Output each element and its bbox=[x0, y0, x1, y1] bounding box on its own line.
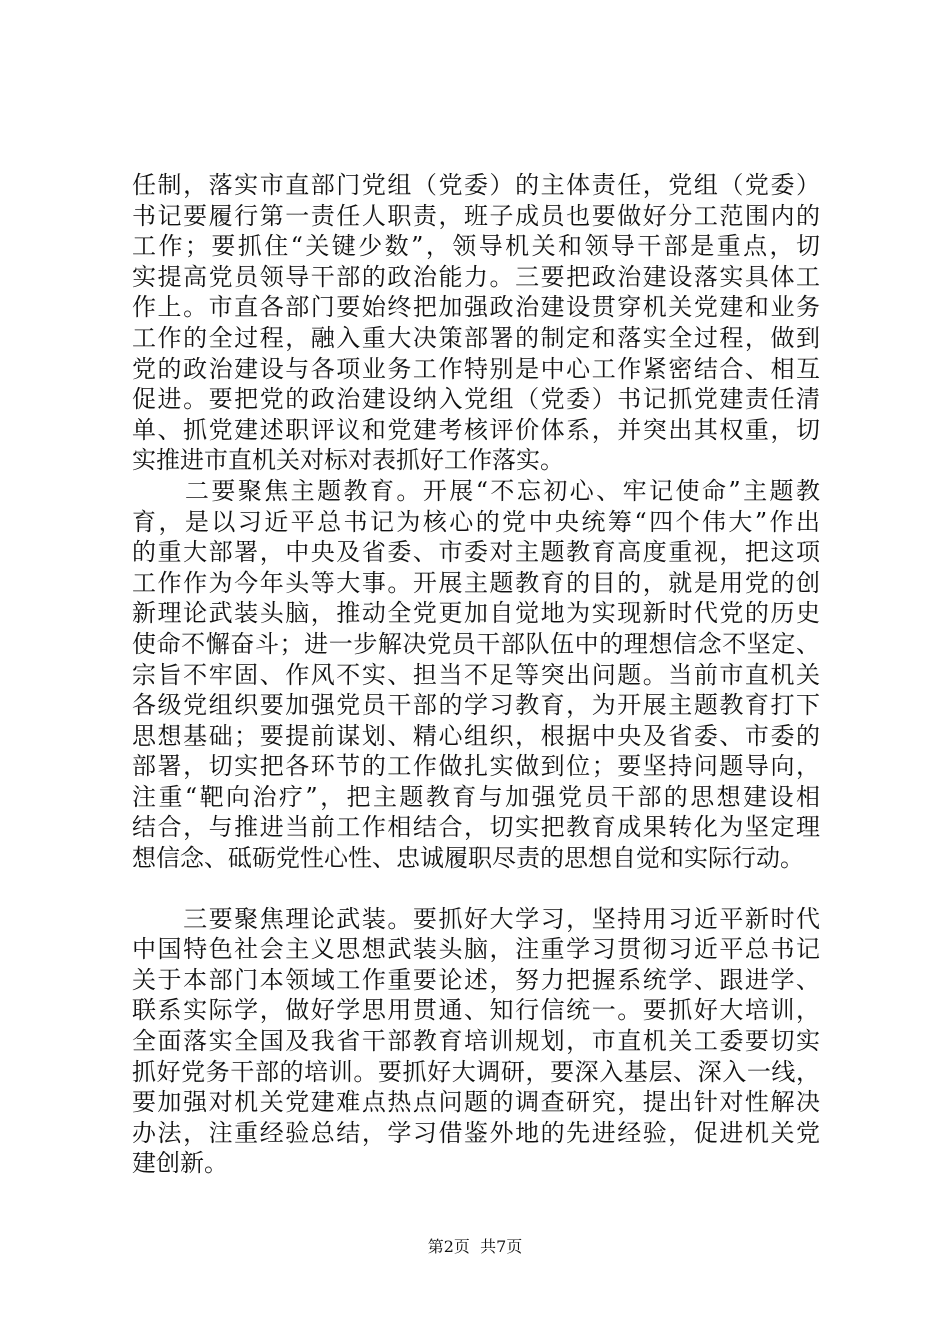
text-line: 关于本部门本领域工作重要论述，努力把握系统学、跟进学、 bbox=[132, 965, 820, 994]
text-line: 任制，落实市直部门党组（党委）的主体责任，党组（党委） bbox=[132, 171, 820, 199]
text-line: 要加强对机关党建难点热点问题的调查研究，提出针对性解决 bbox=[132, 1088, 820, 1117]
text-line: 部署，切实把各环节的工作做扎实做到位；要坚持问题导向， bbox=[132, 752, 820, 781]
text-line: 办法，注重经验总结，学习借鉴外地的先进经验，促进机关党 bbox=[132, 1118, 820, 1147]
text-line: 党的政治建设与各项业务工作特别是中心工作紧密结合、相互 bbox=[132, 354, 820, 383]
text-line: 联系实际学，做好学思用贯通、知行信统一。要抓好大培训， bbox=[132, 996, 820, 1025]
text-line: 育，是以习近平总书记为核心的党中央统筹“四个伟大”作出 bbox=[132, 507, 820, 536]
text-line: 注重“靶向治疗”，把主题教育与加强党员干部的思想建设相 bbox=[132, 782, 820, 811]
text-line: 实推进市直机关对标对表抓好工作落实。 bbox=[132, 446, 564, 475]
text-line: 工作的全过程，融入重大决策部署的制定和落实全过程，做到 bbox=[132, 323, 820, 352]
page-footer bbox=[0, 1237, 950, 1257]
text-line: 思想基础；要提前谋划、精心组织，根据中央及省委、市委的 bbox=[132, 721, 820, 750]
text-line: 宗旨不牢固、作风不实、担当不足等突出问题。当前市直机关 bbox=[132, 660, 820, 689]
text-line: 工作作为今年头等大事。开展主题教育的目的，就是用党的创 bbox=[132, 568, 820, 597]
text-line: 建创新。 bbox=[132, 1149, 228, 1178]
page-number-label: 第2页 共7页 bbox=[427, 1237, 523, 1256]
paragraph-theory-armament bbox=[132, 904, 820, 1179]
text-line: 抓好党务干部的培训。要抓好大调研，要深入基层、深入一线， bbox=[132, 1057, 820, 1086]
text-line: 的重大部署，中央及省委、市委对主题教育高度重视，把这项 bbox=[132, 538, 820, 567]
text-line: 工作；要抓住“关键少数”，领导机关和领导干部是重点，切 bbox=[132, 232, 820, 261]
text-line: 使命不懈奋斗；进一步解决党员干部队伍中的理想信念不坚定、 bbox=[132, 629, 820, 658]
text-line: 结合，与推进当前工作相结合，切实把教育成果转化为坚定理 bbox=[132, 813, 820, 842]
paragraph-political-building bbox=[132, 170, 820, 476]
text-line: 促进。要把党的政治建设纳入党组（党委）书记抓党建责任清 bbox=[132, 385, 820, 414]
text-line: 书记要履行第一责任人职责，班子成员也要做好分工范围内的 bbox=[132, 201, 820, 230]
text-line: 实提高党员领导干部的政治能力。三要把政治建设落实具体工 bbox=[132, 262, 820, 291]
text-line: 新理论武装头脑，推动全党更加自觉地为实现新时代党的历史 bbox=[132, 599, 820, 628]
text-line: 各级党组织要加强党员干部的学习教育，为开展主题教育打下 bbox=[132, 691, 820, 720]
paragraph-theme-education bbox=[132, 476, 820, 874]
document-body bbox=[132, 170, 820, 1179]
text-line: 全面落实全国及我省干部教育培训规划，市直机关工委要切实 bbox=[132, 1027, 820, 1056]
text-line: 中国特色社会主义思想武装头脑，注重学习贯彻习近平总书记 bbox=[132, 935, 820, 964]
text-line: 作上。市直各部门要始终把加强政治建设贯穿机关党建和业务 bbox=[132, 293, 820, 322]
text-line: 三要聚焦理论武装。要抓好大学习，坚持用习近平新时代 bbox=[132, 904, 820, 933]
text-line: 想信念、砥砺党性心性、忠诚履职尽责的思想自觉和实际行动。 bbox=[132, 844, 804, 873]
text-line: 单、抓党建述职评议和党建考核评价体系，并突出其权重，切 bbox=[132, 415, 820, 444]
text-line: 二要聚焦主题教育。开展“不忘初心、牢记使命”主题教 bbox=[132, 476, 820, 505]
paragraph-spacer bbox=[132, 874, 820, 904]
